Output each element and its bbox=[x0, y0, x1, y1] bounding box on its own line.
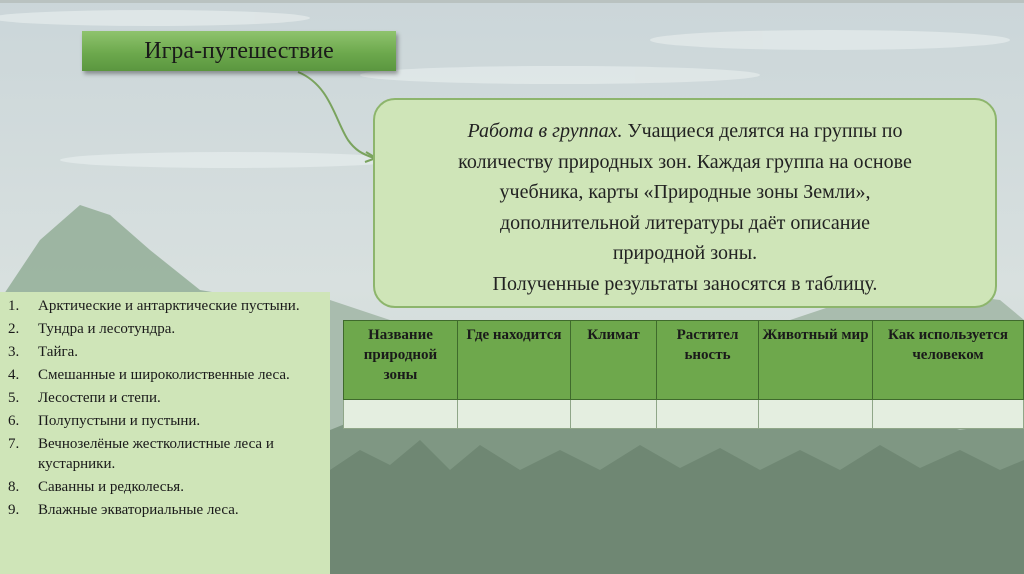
column-header-climate: Климат bbox=[571, 321, 657, 400]
callout-line-4: дополнительной литературы даёт описание bbox=[499, 211, 871, 234]
column-header-fauna: Животный мир bbox=[759, 321, 873, 400]
list-item bbox=[8, 477, 324, 497]
list-number: 6. bbox=[8, 413, 20, 429]
callout-line-6: Полученные результаты заносятся в таблицу. bbox=[492, 272, 878, 295]
list-item bbox=[8, 411, 324, 431]
list-item bbox=[8, 365, 324, 385]
slide-title: Игра-путешествие bbox=[82, 31, 396, 71]
table-header-row bbox=[344, 321, 1024, 400]
list-item bbox=[8, 434, 324, 474]
list-number: 4. bbox=[8, 367, 20, 383]
natural-zones-list bbox=[0, 292, 330, 574]
column-header-human-use: Как используется человеком bbox=[873, 321, 1024, 400]
zones-table bbox=[343, 320, 1024, 429]
column-header-vegetation: Растител ьность bbox=[657, 321, 759, 400]
list-text: Смешанные и широколиственные леса. bbox=[38, 367, 290, 383]
table-cell bbox=[657, 400, 759, 429]
table-cell bbox=[458, 400, 571, 429]
callout-line-1-rest: Учащиеся делятся на группы по bbox=[622, 120, 903, 142]
list-text: Лесостепи и степи. bbox=[38, 390, 161, 406]
column-header-location: Где находится bbox=[458, 321, 571, 400]
list-number: 2. bbox=[8, 321, 20, 337]
list-text: Вечнозелёные жестколистные леса и кустарники. bbox=[38, 436, 274, 472]
list-item bbox=[8, 296, 324, 316]
list-number: 7. bbox=[8, 436, 20, 452]
callout-line-3: учебника, карты «Природные зоны Земли», bbox=[499, 181, 871, 203]
list-number: 9. bbox=[8, 502, 20, 518]
callout-line-5: природной зоны. bbox=[612, 242, 758, 264]
callout-line-1 bbox=[395, 116, 975, 147]
list-number: 8. bbox=[8, 479, 20, 495]
list-number: 1. bbox=[8, 298, 20, 314]
list-text: Арктические и антарктические пустыни. bbox=[38, 298, 300, 314]
group-work-callout bbox=[373, 98, 997, 308]
callout-italic-lead: Работа в группах. bbox=[467, 120, 623, 142]
list-text: Тайга. bbox=[38, 344, 79, 360]
list-text: Саванны и редколесья. bbox=[38, 479, 184, 495]
column-header-zone-name: Название природной зоны bbox=[344, 321, 458, 400]
list-item bbox=[8, 500, 324, 520]
list-number: 3. bbox=[8, 344, 20, 360]
table-row bbox=[344, 400, 1024, 429]
table-cell bbox=[571, 400, 657, 429]
list-item bbox=[8, 342, 324, 362]
list-number: 5. bbox=[8, 390, 20, 406]
list-item bbox=[8, 319, 324, 339]
table-cell bbox=[873, 400, 1024, 429]
list-item bbox=[8, 388, 324, 408]
table-cell bbox=[344, 400, 458, 429]
list-text: Тундра и лесотундра. bbox=[38, 321, 176, 337]
list-text: Влажные экваториальные леса. bbox=[38, 502, 239, 518]
callout-line-2: количеству природных зон. Каждая группа на основе bbox=[458, 150, 912, 173]
table-cell bbox=[759, 400, 873, 429]
list-text: Полупустыни и пустыни. bbox=[38, 413, 201, 429]
